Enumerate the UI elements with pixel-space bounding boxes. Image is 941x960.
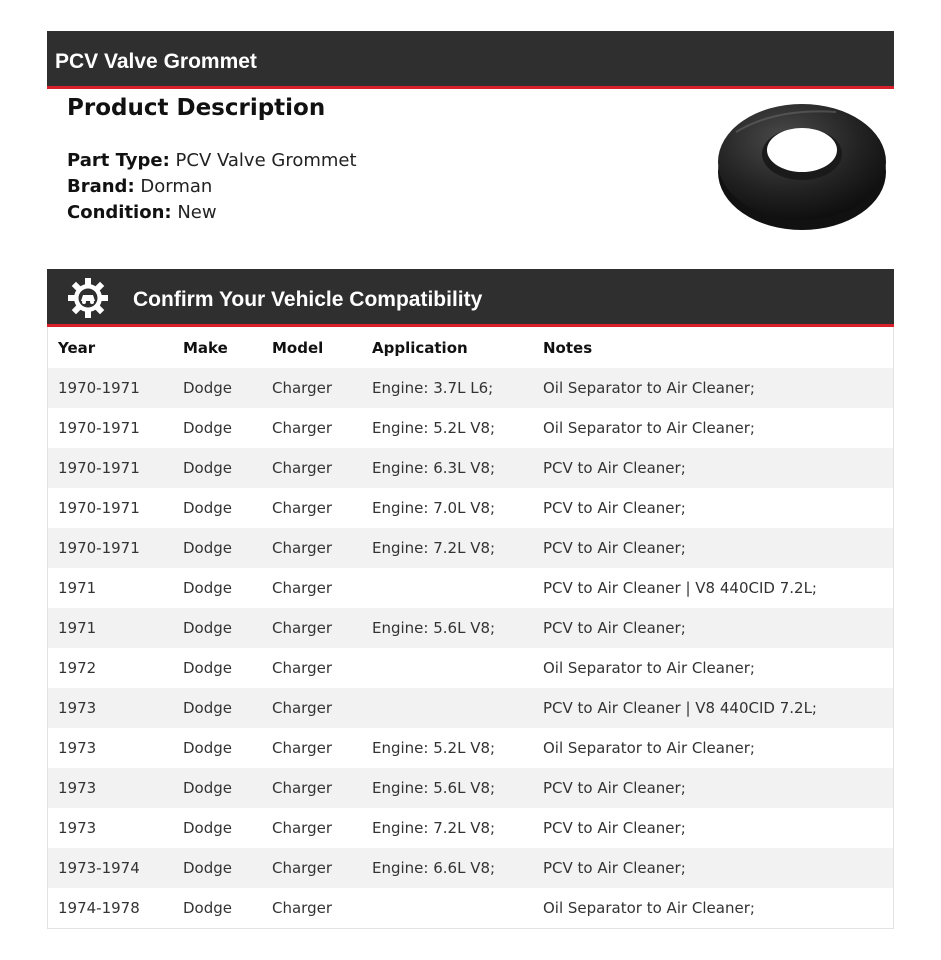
- cell-year: 1973: [58, 699, 97, 717]
- table-row: [48, 408, 893, 448]
- table-header-row: [48, 327, 893, 368]
- description-fields: [67, 148, 357, 226]
- cell-make: Dodge: [183, 579, 232, 597]
- compatibility-table: [47, 327, 894, 929]
- cell-notes: PCV to Air Cleaner;: [543, 459, 686, 477]
- cell-notes: Oil Separator to Air Cleaner;: [543, 739, 755, 757]
- page-title: PCV Valve Grommet: [55, 50, 257, 73]
- cell-application: Engine: 7.0L V8;: [372, 499, 496, 517]
- cell-application: Engine: 3.7L L6;: [372, 379, 494, 397]
- cell-make: Dodge: [183, 459, 232, 477]
- cell-notes: PCV to Air Cleaner;: [543, 619, 686, 637]
- cell-year: 1973: [58, 819, 97, 837]
- cell-application: [362, 688, 533, 728]
- table-row: [48, 368, 893, 408]
- cell-application: Engine: 6.6L V8;: [372, 859, 496, 877]
- cell-year: 1973-1974: [58, 859, 140, 877]
- cell-make: Dodge: [183, 899, 232, 917]
- cell-make: Dodge: [183, 619, 232, 637]
- cell-notes: PCV to Air Cleaner;: [543, 499, 686, 517]
- cell-notes: Oil Separator to Air Cleaner;: [543, 899, 755, 917]
- part-type-label: Part Type:: [67, 150, 170, 171]
- description-heading: Product Description: [67, 95, 326, 121]
- cell-application: Engine: 7.2L V8;: [372, 819, 496, 837]
- table-row: [48, 848, 893, 888]
- compatibility-bar: [47, 269, 894, 327]
- part-type-value: PCV Valve Grommet: [175, 150, 357, 171]
- cell-year: 1971: [58, 619, 97, 637]
- cell-model: Charger: [272, 819, 332, 837]
- header-year: Year: [58, 338, 96, 357]
- cell-application: Engine: 5.2L V8;: [372, 739, 496, 757]
- header-make: Make: [183, 338, 228, 357]
- cell-year: 1970-1971: [58, 539, 140, 557]
- cell-notes: PCV to Air Cleaner | V8 440CID 7.2L;: [543, 579, 817, 597]
- cell-make: Dodge: [183, 539, 232, 557]
- table-row: [48, 768, 893, 808]
- cell-application: Engine: 5.6L V8;: [372, 779, 496, 797]
- table-row: [48, 608, 893, 648]
- cell-year: 1970-1971: [58, 459, 140, 477]
- cell-make: Dodge: [183, 659, 232, 677]
- cell-notes: Oil Separator to Air Cleaner;: [543, 419, 755, 437]
- cell-model: Charger: [272, 539, 332, 557]
- title-bar: [47, 31, 894, 89]
- cell-model: Charger: [272, 459, 332, 477]
- cell-notes: PCV to Air Cleaner | V8 440CID 7.2L;: [543, 699, 817, 717]
- cell-model: Charger: [272, 779, 332, 797]
- cell-year: 1972: [58, 659, 97, 677]
- cell-model: Charger: [272, 419, 332, 437]
- cell-notes: PCV to Air Cleaner;: [543, 539, 686, 557]
- table-row: [48, 888, 893, 928]
- cell-model: Charger: [272, 739, 332, 757]
- table-row: [48, 448, 893, 488]
- cell-make: Dodge: [183, 379, 232, 397]
- cell-model: Charger: [272, 619, 332, 637]
- cell-application: Engine: 7.2L V8;: [372, 539, 496, 557]
- brand-value: Dorman: [140, 176, 213, 197]
- compatibility-title: Confirm Your Vehicle Compatibility: [133, 288, 483, 311]
- cell-model: Charger: [272, 579, 332, 597]
- cell-make: Dodge: [183, 499, 232, 517]
- header-application: Application: [372, 338, 468, 357]
- cell-year: 1973: [58, 779, 97, 797]
- cell-model: Charger: [272, 659, 332, 677]
- table-row: [48, 728, 893, 768]
- cell-model: Charger: [272, 499, 332, 517]
- rubber-grommet-image: [716, 96, 888, 232]
- cell-model: Charger: [272, 859, 332, 877]
- cell-year: 1973: [58, 739, 97, 757]
- table-row: [48, 808, 893, 848]
- cell-application: [362, 888, 533, 928]
- table-row: [48, 488, 893, 528]
- cell-application: Engine: 6.3L V8;: [372, 459, 496, 477]
- cell-notes: PCV to Air Cleaner;: [543, 859, 686, 877]
- header-model: Model: [272, 338, 324, 357]
- cell-application: Engine: 5.2L V8;: [372, 419, 496, 437]
- cell-application: Engine: 5.6L V8;: [372, 619, 496, 637]
- cell-year: 1971: [58, 579, 97, 597]
- cell-model: Charger: [272, 699, 332, 717]
- condition-row: [67, 200, 357, 226]
- condition-label: Condition:: [67, 202, 172, 223]
- cell-make: Dodge: [183, 779, 232, 797]
- brand-row: [67, 174, 357, 200]
- table-row: [48, 568, 893, 608]
- cell-year: 1970-1971: [58, 379, 140, 397]
- cell-year: 1970-1971: [58, 499, 140, 517]
- gear-car-icon: [67, 277, 109, 319]
- cell-year: 1970-1971: [58, 419, 140, 437]
- cell-notes: Oil Separator to Air Cleaner;: [543, 659, 755, 677]
- cell-notes: Oil Separator to Air Cleaner;: [543, 379, 755, 397]
- cell-notes: PCV to Air Cleaner;: [543, 819, 686, 837]
- table-row: [48, 648, 893, 688]
- cell-make: Dodge: [183, 739, 232, 757]
- header-notes: Notes: [543, 338, 593, 357]
- cell-make: Dodge: [183, 419, 232, 437]
- part-type-row: [67, 148, 357, 174]
- cell-make: Dodge: [183, 859, 232, 877]
- cell-model: Charger: [272, 379, 332, 397]
- cell-year: 1974-1978: [58, 899, 140, 917]
- cell-model: Charger: [272, 899, 332, 917]
- cell-make: Dodge: [183, 819, 232, 837]
- cell-application: [362, 568, 533, 608]
- cell-notes: PCV to Air Cleaner;: [543, 779, 686, 797]
- cell-application: [362, 648, 533, 688]
- table-row: [48, 688, 893, 728]
- table-row: [48, 528, 893, 568]
- brand-label: Brand:: [67, 176, 135, 197]
- condition-value: New: [177, 202, 217, 223]
- cell-make: Dodge: [183, 699, 232, 717]
